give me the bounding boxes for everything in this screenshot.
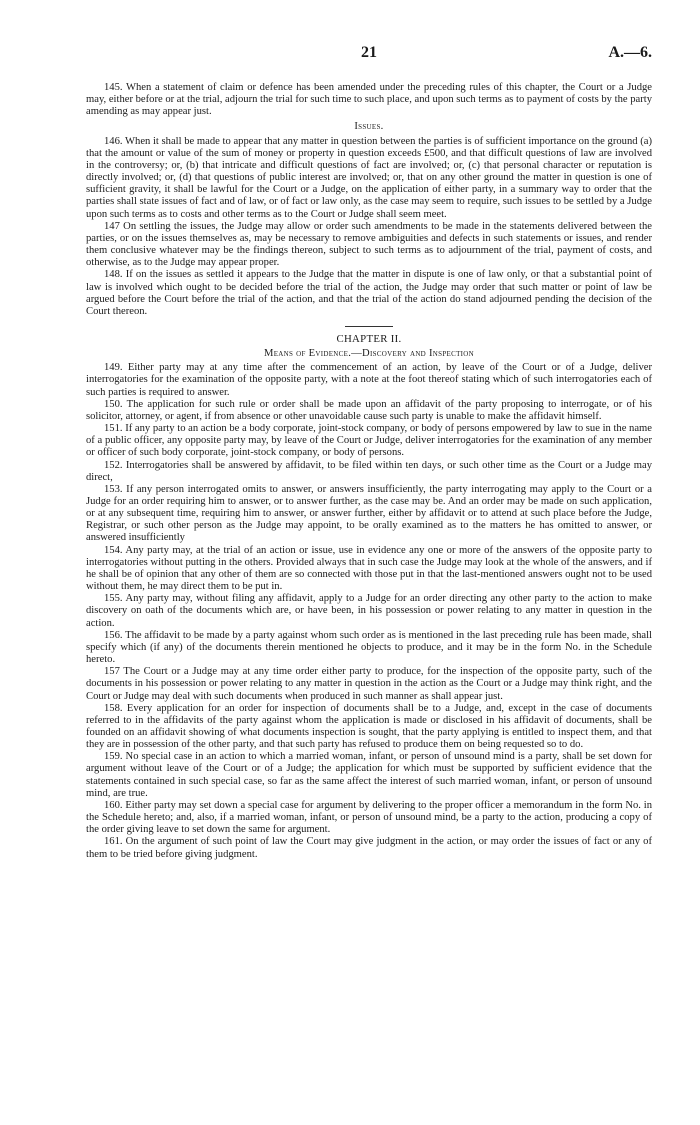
page-number: 21 — [361, 44, 377, 61]
section-156: 156. The affidavit to be made by a party against whom such order as is mentioned in the last preceding rule has been made, shall specify which (if any) of the documents therein mentioned he objects to produce, and it may be in the form No. in the Schedule hereto. — [86, 629, 652, 666]
section-161: 161. On the argument of such point of law the Court may give judgment in the action, or may order the issues of fact or any of them to be tried before giving judgment. — [86, 836, 652, 860]
section-146: 146. When it shall be made to appear that any matter in question between the parties is of sufficient importance on the ground (a) that the amount or value of the sum of money or property in question exceeds £500, and that difficult questions of law are involved in the controversy; or, (b) that intricate and difficult questions of fact are involved; or, (c) that personal character or reputation is directly involved; or, (d) that questions of public interest are involved; or, that on any other ground the matter in question is one of sufficient gravity, it shall be lawful for the Court or a Judge, on the application of either party, in a summary way to order that the parties shall state issues of fact and of law, or of fact or law only, as the case may seem to require, such issues to be settled by a Judge upon such terms as to costs and other terms as to the Court or Judge shall seem meet. — [86, 135, 652, 220]
section-151: 151. If any party to an action be a body corporate, joint-stock company, or body of persons empowered by law to sue in the name of a public officer, any opposite party may, by leave of the Court or Judge, deliver interrogatories for the examination of any member or officer of such body corporate, joint-stock company, or body of persons. — [86, 423, 652, 459]
section-147: 147 On settling the issues, the Judge may allow or order such amendments to be made in the statements delivered between the parties, or on the issues themselves as, may be necessary to remove ambiguities and defects in such statements or issues, and render them conclusive whatever may be the findings thereon, subject to such terms as to adjournment of the trial, payment of costs, and otherwise, as to the Judge may appear proper. — [86, 220, 652, 269]
page-header — [86, 44, 652, 66]
issues-heading: Issues. — [354, 121, 384, 133]
section-153: 153. If any person interrogated omits to answer, or answers insufficiently, the party interrogating may apply to the Court or a Judge for an order requiring him to answer, or to answer further, as the case may be. And an order may be made on such application, or at any subsequent time, requiring him to answer, or answer further, either by affidavit or to attend at such place before the Judge, Registrar, or such other person as the Judge may appoint, to be orally examined as to the matters he has omitted to answer, or answered insufficiently — [86, 483, 652, 544]
section-160: 160. Either party may set down a special case for argument by delivering to the proper officer a memorandum in the form No. in the Schedule hereto; and, also, if a married woman, infant, or person of unsound mind, be a party to the action, producing a copy of the order giving leave to set down the same for argument. — [86, 799, 652, 836]
section-157: 157 The Court or a Judge may at any time order either party to produce, for the inspection of the opposite party, such of the documents in his possession or power relating to any matter in question in the action as the Court or a Judge may think right, and the Court or Judge may deal with such documents when produced in such manner as shall appear just. — [86, 666, 652, 702]
section-159: 159. No special case in an action to which a married woman, infant, or person of unsound mind is a party, shall be set down for argument without leave of the Court or of a Judge; the application for which must be supported by sufficient evidence that the statements contained in such special case, so far as the same affect the interest of such married woman, infant, or person of unsound mind, are true. — [86, 751, 652, 799]
section-145: 145. When a statement of claim or defence has been amended under the preceding rules of this chapter, the Court or a Judge may, either before or at the trial, adjourn the trial for such time to such place, and upon such terms as to payment of costs by the party amending as may appear just. — [86, 82, 652, 118]
section-152: 152. Interrogatories shall be answered by affidavit, to be filed within ten days, or such other time as the Court or a Judge may direct, — [86, 459, 652, 483]
document-body — [86, 82, 652, 861]
section-149: 149. Either party may at any time after the commencement of an action, by leave of the Court or of a Judge, deliver interrogatories for the examination of the opposite party, with a note at the foot thereof stating which of such interrogatories each of such parties is required to answer. — [86, 362, 652, 398]
chapter-subtitle: Means of Evidence.—Discovery and Inspection — [263, 348, 475, 360]
section-150: 150. The application for such rule or order shall be made upon an affidavit of the party proposing to interrogate, or of his solicitor, attorney, or agent, if from absence or other unavoidable cause such party is unable to make the affidavit himself. — [86, 398, 652, 422]
section-divider — [345, 326, 393, 327]
chapter-title: CHAPTER II. — [336, 332, 402, 345]
section-148: 148. If on the issues as settled it appears to the Judge that the matter in dispute is one of law only, or that a substantial point of law is involved which ought to be decided before the trial of the action, the Judge may order that such matter or point of law be argued before the Court before the trial of the action, and that the trial of the action do stand adjourned pending the decision of the Court thereon. — [86, 269, 652, 317]
document-reference: A.—6. — [608, 44, 652, 61]
section-154: 154. Any party may, at the trial of an action or issue, use in evidence any one or more of the answers of the opposite party to interrogatories without putting in the others. Provided always that in such case the Judge may look at the whole of the answers, and if he shall be of opinion that any other of them are so connected with those put in that the last-mentioned answers ought not to be used without them, he may direct them to be put in. — [86, 544, 652, 593]
section-155: 155. Any party may, without filing any affidavit, apply to a Judge for an order directing any other party to the action to make discovery on oath of the documents which are, or have been, in his possession or power relating to any matter in question in the action. — [86, 593, 652, 629]
section-158: 158. Every application for an order for inspection of documents shall be to a Judge, and, except in the case of documents referred to in the affidavits of the party against whom the application is made or disclosed in his affidavit of documents, shall be founded on an affidavit showing of what documents inspection is sought, that the party applying is entitled to inspect them, and that they are in possession of the other party, and that such party has refused to produce them on being requested so to do. — [86, 702, 652, 751]
